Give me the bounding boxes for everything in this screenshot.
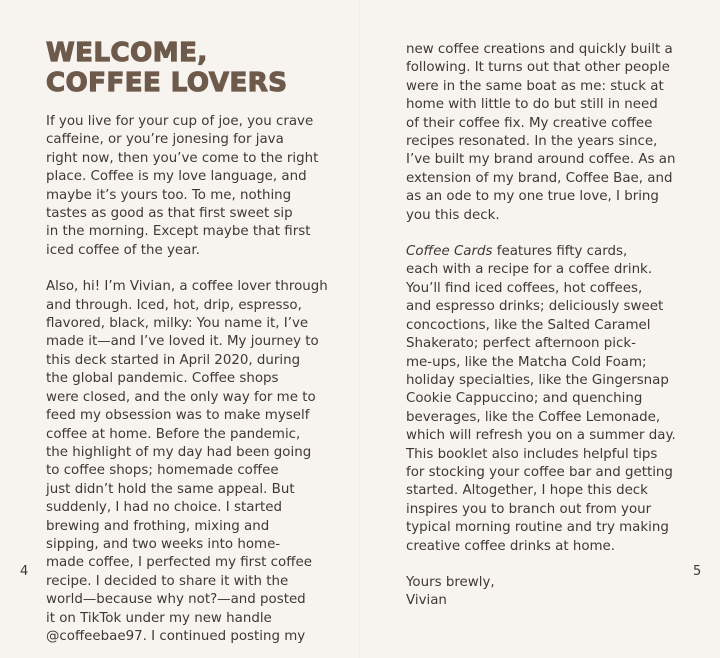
left-column bbox=[46, 113, 336, 646]
text-line: flavored, black, milky: You name it, I’ve bbox=[46, 316, 309, 332]
text-line: of their coffee fix. My creative coffee bbox=[406, 115, 653, 131]
text-line: were in the same boat as me: stuck at bbox=[406, 78, 664, 94]
text-line: maybe it’s yours too. To me, nothing bbox=[46, 187, 292, 203]
text-line: coffee at home. Before the pandemic, bbox=[46, 426, 301, 442]
text-line: If you live for your cup of joe, you crave bbox=[46, 114, 314, 129]
text-line: sipping, and two weeks into home- bbox=[46, 536, 281, 552]
text-line: in the morning. Except maybe that first bbox=[46, 224, 311, 240]
text-line bbox=[406, 243, 696, 261]
text-line: which will refresh you on a summer day. bbox=[406, 428, 676, 444]
page-number-left: 4 bbox=[20, 564, 29, 579]
text-line: extension of my brand, Coffee Bae, and bbox=[406, 170, 673, 186]
text-line: just didn’t hold the same appeal. But bbox=[46, 481, 295, 497]
text-line: the highlight of my day had been going bbox=[46, 444, 312, 460]
text-line: @coffeebae97. I continued posting my bbox=[46, 628, 306, 644]
text-line: were closed, and the only way for me to bbox=[46, 389, 316, 405]
page-title bbox=[46, 38, 287, 98]
text-line: concoctions, like the Salted Caramel bbox=[406, 317, 651, 333]
text-line: Cookie Cappuccino; and quenching bbox=[406, 391, 643, 407]
text-line: right now, then you’ve come to the right bbox=[46, 150, 319, 166]
text-line: new coffee creations and quickly built a bbox=[406, 42, 673, 57]
signoff-name: Vivian bbox=[406, 593, 447, 609]
title-line: WELCOME, bbox=[46, 38, 208, 68]
text-line: typical morning routine and try making bbox=[406, 520, 669, 536]
text-line: for stocking your coffee bar and getting bbox=[406, 464, 673, 480]
text-line: suddenly, I had no choice. I started bbox=[46, 500, 282, 516]
text-line: to coffee shops; homemade coffee bbox=[46, 463, 279, 479]
text-line: each with a recipe for a coffee drink. bbox=[406, 262, 653, 278]
text-line: this deck started in April 2020, during bbox=[46, 352, 301, 368]
title-line: COFFEE LOVERS bbox=[46, 68, 288, 98]
text-line: and through. Iced, hot, drip, espresso, bbox=[46, 297, 302, 313]
text-line: place. Coffee is my love language, and bbox=[46, 169, 307, 185]
text-line: recipe. I decided to share it with the bbox=[46, 573, 289, 589]
text-line: made it—and I’ve loved it. My journey to bbox=[46, 334, 319, 350]
text-line: tastes as good as that first sweet sip bbox=[46, 206, 293, 222]
text-line: me-ups, like the Matcha Cold Foam; bbox=[406, 354, 647, 370]
text-line: I’ve built my brand around coffee. As an bbox=[406, 152, 676, 168]
text-line: You’ll find iced coffees, hot coffees, bbox=[406, 280, 643, 296]
text-line: This booklet also includes helpful tips bbox=[406, 446, 658, 462]
text-line: home with little to do but still in need bbox=[406, 97, 658, 113]
text-line: feed my obsession was to make myself bbox=[46, 408, 310, 424]
signoff bbox=[406, 574, 696, 611]
cards-paragraph bbox=[406, 243, 696, 556]
text-line: brewing and frothing, mixing and bbox=[46, 518, 270, 534]
text-line: it on TikTok under my new handle bbox=[46, 610, 272, 626]
text-line: and espresso drinks; deliciously sweet bbox=[406, 299, 664, 315]
right-page bbox=[360, 0, 720, 658]
text-line: iced coffee of the year. bbox=[46, 242, 200, 258]
text-line: following. It turns out that other people bbox=[406, 60, 670, 76]
text-line: Shakerato; perfect afternoon pick- bbox=[406, 336, 636, 352]
text-line: as an ode to my one true love, I bring bbox=[406, 189, 659, 205]
text-line: inspires you to branch out from your bbox=[406, 501, 652, 517]
text-line: Also, hi! I’m Vivian, a coffee lover through bbox=[46, 279, 328, 295]
text-line: started. Altogether, I hope this deck bbox=[406, 483, 648, 499]
page-number-right: 5 bbox=[693, 564, 702, 579]
text-line: creative coffee drinks at home. bbox=[406, 538, 616, 554]
text-line: beverages, like the Coffee Lemonade, bbox=[406, 409, 661, 425]
right-column bbox=[406, 41, 696, 611]
intro-paragraph bbox=[46, 113, 336, 260]
book-title-italic: Coffee Cards bbox=[406, 244, 493, 260]
text-line: the global pandemic. Coffee shops bbox=[46, 371, 279, 387]
continued-paragraph bbox=[406, 41, 696, 225]
text-line: holiday specialties, like the Gingersnap bbox=[406, 372, 669, 388]
signoff-line: Yours brewly, bbox=[406, 574, 495, 590]
text-line: made coffee, I perfected my first coffee bbox=[46, 555, 312, 571]
text-line: caffeine, or you’re jonesing for java bbox=[46, 132, 284, 148]
text-fragment: features fifty cards, bbox=[492, 244, 628, 260]
text-line: you this deck. bbox=[406, 207, 500, 223]
text-line: world—because why not?—and posted bbox=[46, 592, 306, 608]
text-line: recipes resonated. In the years since, bbox=[406, 134, 658, 150]
story-paragraph bbox=[46, 278, 336, 646]
